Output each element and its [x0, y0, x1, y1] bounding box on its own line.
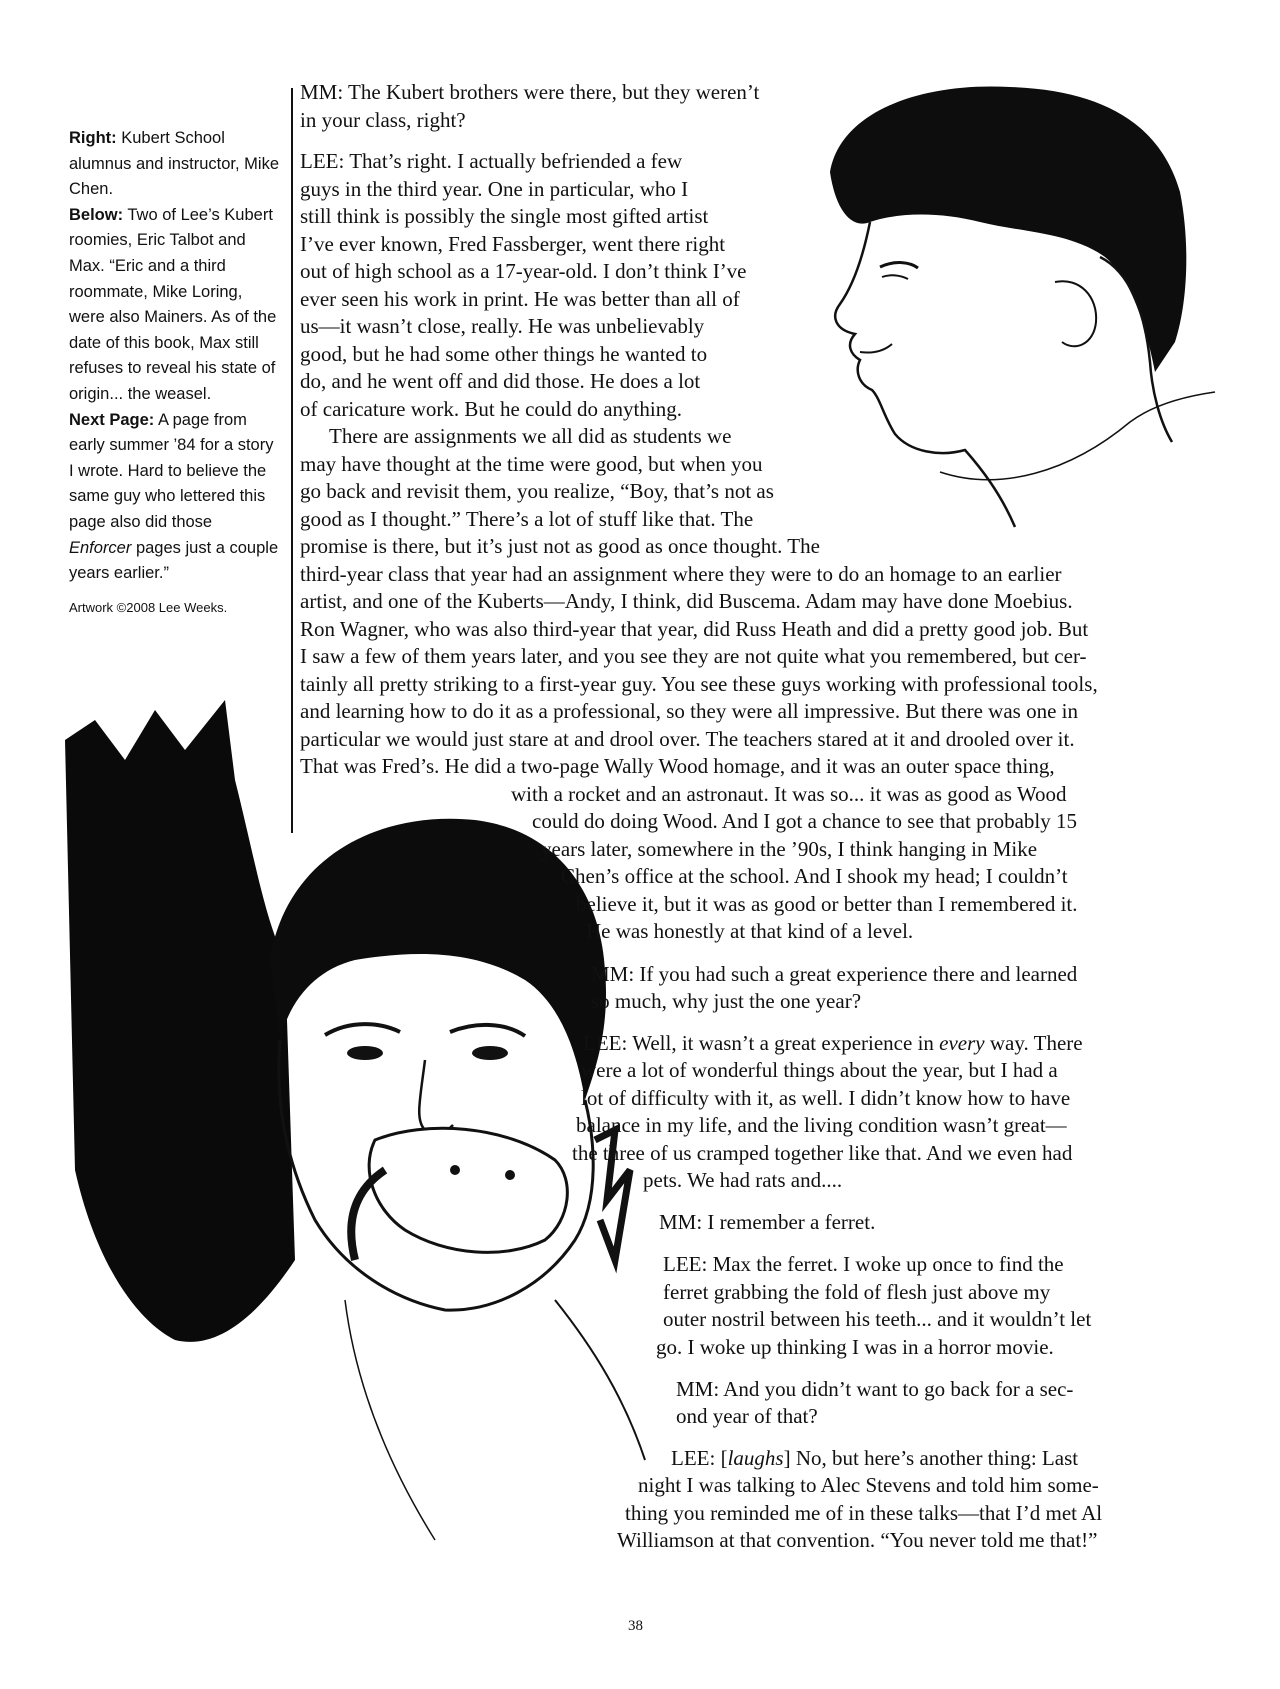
text-line: There are assignments we all did as students we	[329, 424, 732, 448]
text-line: do, and he went off and did those. He does a lot	[300, 369, 701, 393]
text-line: balance in my life, and the living condition wasn’t great—	[576, 1113, 1067, 1137]
caption-next-label: Next Page:	[69, 410, 155, 429]
text-line: tainly all pretty striking to a first-year guy. You see these guys working with professional tools,	[300, 672, 1098, 696]
text-line: MM: I remember a ferret.	[659, 1210, 876, 1234]
text-line: good, but he had some other things he wanted to	[300, 342, 708, 366]
text-line: MM: The Kubert brothers were there, but they weren’t	[300, 80, 760, 104]
artwork-credit: Artwork ©2008 Lee Weeks.	[69, 599, 228, 615]
text-line: still think is possibly the single most gifted artist	[300, 204, 709, 228]
caption-right-text: Kubert School alumnus and instructor, Mike Chen.	[69, 129, 280, 199]
text-line: third-year class that year had an assignment where they were to do an homage to an earlier	[300, 562, 1062, 586]
caption-next-text-end: pages just a couple years earlier.”	[69, 538, 279, 583]
text-line: That was Fred’s. He did a two-page Wally Wood homage, and it was an outer space thing,	[300, 754, 1055, 778]
text-run: way. There	[984, 1031, 1083, 1055]
text-line: go. I woke up thinking I was in a horror movie.	[656, 1335, 1054, 1359]
text-line: ond year of that?	[676, 1404, 818, 1428]
mike-chen-portrait-illustration	[800, 72, 1220, 542]
text-line: may have thought at the time were good, but when you	[300, 452, 763, 476]
text-line: so much, why just the one year?	[591, 989, 862, 1013]
text-line: thing you reminded me of in these talks—that I’d met Al	[625, 1501, 1103, 1525]
page-number: 38	[628, 1618, 643, 1634]
text-line: night I was talking to Alec Stevens and told him some-	[638, 1473, 1099, 1497]
text-line: us—it wasn’t close, really. He was unbelievably	[300, 314, 705, 338]
text-line: Chen’s office at the school. And I shook my head; I couldn’t	[561, 864, 1068, 888]
text-line: pets. We had rats and....	[643, 1168, 843, 1192]
text-line: I’ve ever known, Fred Fassberger, went there right	[300, 232, 726, 256]
text-run-italic: laughs	[727, 1446, 784, 1470]
text-line: Williamson at that convention. “You never told me that!”	[617, 1528, 1098, 1552]
text-line: guys in the third year. One in particular, who I	[300, 177, 689, 201]
sidebar-caption	[69, 126, 279, 617]
caption-next-italic: Enforcer	[69, 538, 132, 557]
text-line: Ron Wagner, who was also third-year that year, did Russ Heath and did a pretty good job. But	[300, 617, 1089, 641]
text-line: could do doing Wood. And I got a chance to see that probably 15	[532, 809, 1077, 833]
text-line: out of high school as a 17-year-old. I don’t think I’ve	[300, 259, 747, 283]
text-run: LEE: [	[671, 1446, 728, 1470]
text-line: artist, and one of the Kuberts—Andy, I think, did Buscema. Adam may have done Moebius.	[300, 589, 1073, 613]
text-line: in your class, right?	[300, 108, 466, 132]
text-line: good as I thought.” There’s a lot of stuff like that. The	[300, 507, 754, 531]
caption-right-label: Right:	[69, 129, 117, 147]
text-line: MM: And you didn’t want to go back for a sec-	[676, 1377, 1074, 1401]
text-line: believe it, but it was as good or better than I remembered it.	[576, 892, 1078, 916]
text-line: LEE: Max the ferret. I woke up once to find the	[663, 1252, 1064, 1276]
text-line: ferret grabbing the fold of flesh just above my	[663, 1280, 1051, 1304]
text-line: go back and revisit them, you realize, “Boy, that’s not as	[300, 479, 774, 503]
text-line: outer nostril between his teeth... and it wouldn’t let	[663, 1307, 1092, 1331]
text-line: He was honestly at that kind of a level.	[586, 919, 914, 943]
text-run: LEE: Well, it wasn’t a great experience in	[583, 1031, 940, 1055]
text-line: MM: If you had such a great experience there and learned	[591, 962, 1078, 986]
caption-below-text: Two of Lee’s Kubert roomies, Eric Talbot and Max. “Eric and a third roommate, Mike Loring, were also Mainers. As of the date of this book, Max still refuses to reveal his state of origin... the weasel.	[69, 205, 277, 403]
caption-next-text: A page from early summer ’84 for a story I wrote. Hard to believe the same guy who lettered this page also did those	[69, 410, 274, 531]
text-line: ever seen his work in print. He was better than all of	[300, 287, 740, 311]
text-run-italic: every	[939, 1031, 985, 1055]
text-line: years later, somewhere in the ’90s, I think hanging in Mike	[541, 837, 1038, 861]
text-run: ] No, but here’s another thing: Last	[783, 1446, 1079, 1470]
text-line: the three of us cramped together like that. And we even had	[572, 1141, 1073, 1165]
text-line: and learning how to do it as a professional, so they were all impressive. But there was one in	[300, 699, 1078, 723]
text-line: I saw a few of them years later, and you see they are not quite what you remembered, but cer-	[300, 644, 1087, 668]
text-line: with a rocket and an astronaut. It was so... it was as good as Wood	[511, 782, 1067, 806]
text-line: lot of difficulty with it, as well. I didn’t know how to have	[581, 1086, 1071, 1110]
text-line	[583, 1030, 1083, 1058]
caption-below-label: Below:	[69, 205, 124, 224]
text-line: LEE: That’s right. I actually befriended a few	[300, 149, 683, 173]
text-line: promise is there, but it’s just not as good as once thought. The	[300, 534, 820, 558]
text-line	[671, 1445, 1078, 1473]
text-line: particular we would just stare at and drool over. The teachers stared at it and drooled over it.	[300, 727, 1075, 751]
text-line: of caricature work. But he could do anything.	[300, 397, 682, 421]
text-line: were a lot of wonderful things about the year, but I had a	[581, 1058, 1058, 1082]
